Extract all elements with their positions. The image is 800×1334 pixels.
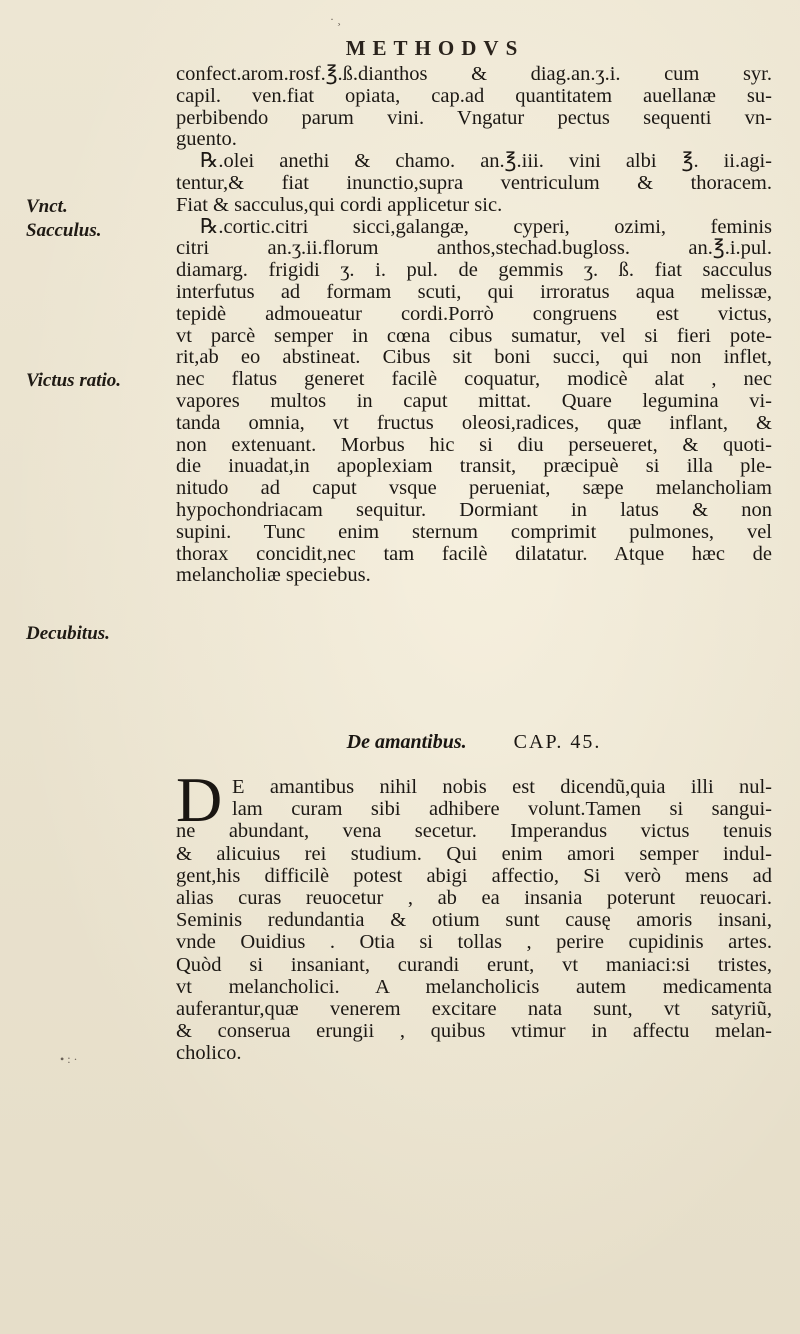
text-line: nec flatus generet facilè coquatur, modicè alat , nec [176,368,772,391]
text-line: ne abundant, vena secetur. Imperandus victus tenuis [176,820,772,843]
margin-note-vnct: Vnct. [26,196,68,217]
text-line: ℞.cortic.citri sicci,galangæ, cyperi, ozimi, feminis [200,215,772,238]
text-line: melancholiæ speciebus. [176,564,371,587]
text-line: ℞.olei anethi & chamo. an.℥.iii. vini albi ℥. ii.agi- [200,150,772,173]
text-line: gent,his difficilè potest abigi affectio, Si verò mens ad [176,864,772,887]
text-line: tentur,& fiat inunctio,supra ventriculum & thoracem. [176,171,772,194]
chapter-heading [176,731,772,754]
text-line: lam curam sibi adhibere volunt.Tamen si sangui- [232,798,772,821]
text-line: & alicuius rei studium. Qui enim amori semper indul- [176,842,772,865]
text-line: diamarg. frigidi ʒ. i. pul. de gemmis ʒ. ß. fiat sacculus [176,259,772,282]
text-line: auferantur,quæ venerem excitare nata sunt, vt satyriũ, [176,997,772,1020]
text-line: interfutus ad formam scuti, qui irroratus aqua melissæ, [176,280,772,303]
text-line: citri an.ʒ.ii.florum anthos,stechad.bugloss. an.℥.i.pul. [176,237,772,260]
chapter-number: CAP. 45. [513,731,602,753]
text-line: alias curas reuocetur , ab ea insania poterunt reuocari. [176,886,772,909]
text-line: thorax concidit,nec tam facilè dilatatur. Atque hæc de [176,542,772,565]
text-line: vt melancholici. A melancholicis autem medicamenta [176,975,772,998]
drop-cap-initial: D [176,764,223,835]
text-line: Seminis redundantia & otium sunt causę amoris insani, [176,909,772,932]
text-line: die inuadat,in apoplexiam transit, præcipuè si illa ple- [176,455,772,478]
chapter-title: De amantibus. [346,731,467,753]
text-line: hypochondriacam sequitur. Dormiant in latus & non [176,498,772,521]
ink-speck: • : · [60,1052,78,1066]
text-line: perbibendo parum vini. Vngatur pectus sequenti vn- [176,106,772,129]
text-line: vt parcè semper in cœna cibus sumatur, vel si fieri pote- [176,324,772,347]
text-line: supini. Tunc enim sternum comprimit pulmones, vel [176,520,772,543]
margin-note-decubitus: Decubitus. [26,623,110,644]
text-line: non extenuant. Morbus hic si diu perseueret, & quoti- [176,433,772,456]
margin-note-victus-ratio: Victus ratio. [26,370,122,391]
text-line: vnde Ouidius . Otia si tollas , perire cupidinis artes. [176,931,772,954]
text-line: rit,ab eo abstineat. Cibus sit boni succi, qui non inflet, [176,346,772,369]
ink-speck: · ¸ [330,12,341,26]
text-line: guento. [176,128,237,151]
body-text [176,64,772,587]
text-line: E amantibus nihil nobis est dicendũ,quia illi nul- [232,776,772,798]
margin-note-sacculus: Sacculus. [26,220,102,241]
text-line: Quòd si insaniant, curandi erunt, vt maniaci:si tristes, [176,953,772,976]
text-line: tanda omnia, vt fructus oleosi,radices, quæ inflant, & [176,411,772,434]
text-line: capil. ven.fiat opiata, cap.ad quantitatem auellanæ su- [176,84,772,107]
text-line: tepidè admoueatur cordi.Porrò congruens est victus, [176,302,772,325]
text-line: & conserua erungii , quibus vtimur in affectu melan- [176,1020,772,1043]
text-line: confect.arom.rosf.℥.ß.dianthos & diag.an.ʒ.i. cum syr. [176,63,772,85]
text-line: nitudo ad caput vsque perueniat, sæpe melancholiam [176,477,772,500]
text-line: Fiat & sacculus,qui cordi applicetur sic. [176,193,503,216]
text-line: vapores multos in caput mittat. Quare legumina vi- [176,389,772,412]
running-head: METHODVS [345,36,525,60]
chapter-text [176,764,772,1065]
text-line: cholico. [176,1042,242,1065]
